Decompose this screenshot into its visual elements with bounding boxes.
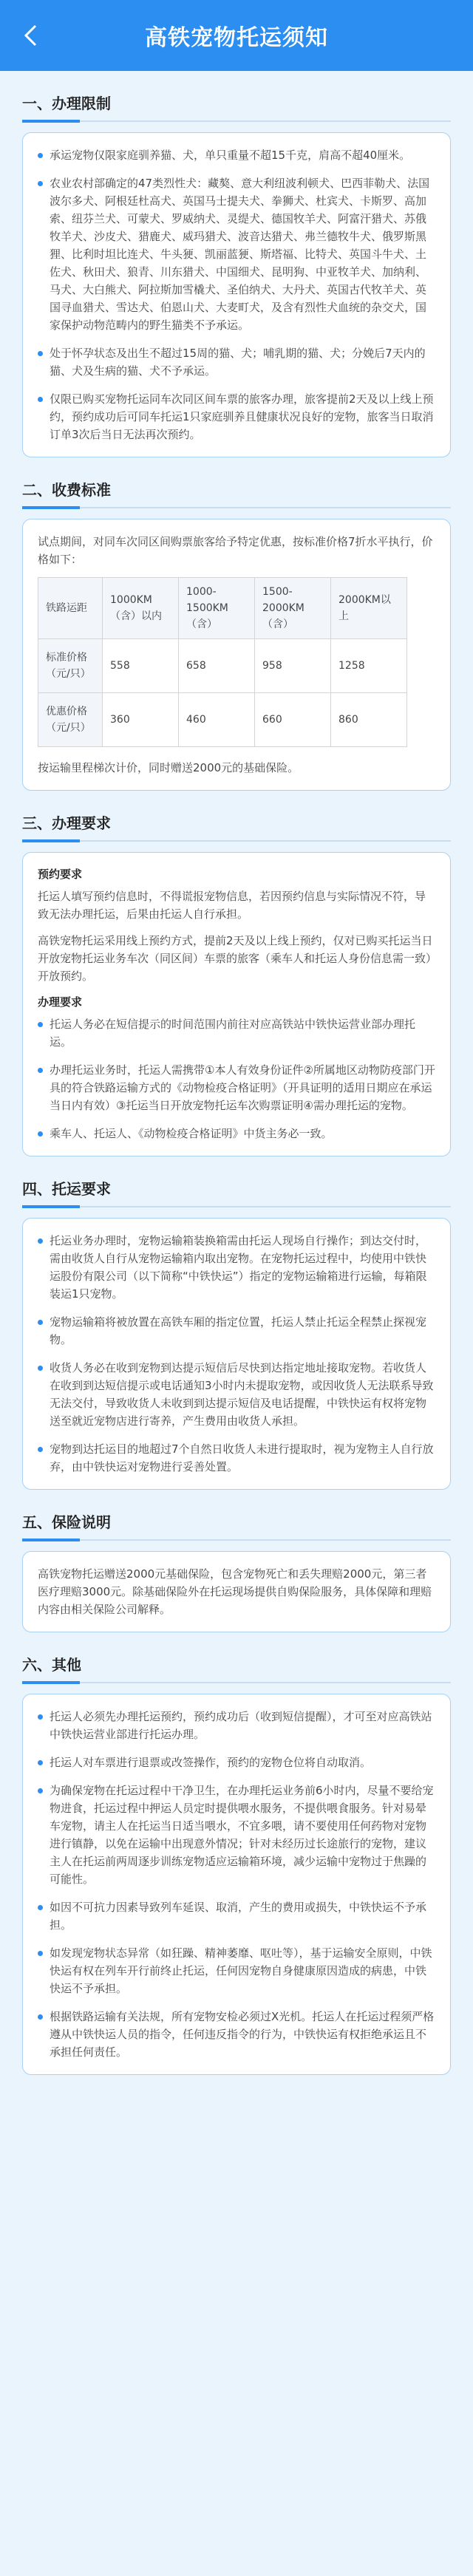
table-corner: 铁路运距: [38, 578, 103, 639]
booking-paragraph: 高铁宠物托运采用线上预约方式，提前2天及以上线上预约，仅对已购买托运当日开放宠物托运业务车次（同区间）车票的旅客（乘车人和托运人身份信息需一致）开放预约。: [38, 934, 433, 983]
insurance-text: 高铁宠物托运赠送2000元基础保险，包含宠物死亡和丢失理赔2000元，第三者医疗理赔3000元。除基础保险外在托运现场提供自购保险服务，具体保障和理赔内容由相关保险公司解释。: [38, 1567, 432, 1616]
section-title: 二、收费标准: [22, 481, 111, 499]
booking-paragraph: 托运人填写预约信息时，不得谎报宠物信息，若因预约信息与实际情况不符，导致无法办理托运，后果由托运人自行承担。: [38, 890, 426, 921]
section-title: 四、托运要求: [22, 1180, 111, 1198]
table-cell: 860: [331, 693, 407, 747]
list-item: 农业农村部确定的47类烈性犬：藏獒、意大利纽波利顿犬、巴西菲勒犬、法国波尔多犬、阿根廷杜高犬、英国马士提夫犬、拳狮犬、杜宾犬、卡斯罗、高加索、纽芬兰犬、可蒙犬、罗威纳犬、灵缇犬、德国牧羊犬、阿富汗猎犬、苏俄牧羊犬、沙皮犬、猎鹿犬、威玛猎犬、波音达猎犬、弗兰德牧牛犬、俄罗斯黑狸、比利时坦比连犬、牛头㹴、凯丽蓝㹴、斯塔福、比特犬、英国斗牛犬、土佐犬、秋田犬、狼青、川东猎犬、中国细犬、昆明狗、中亚牧羊犬、加纳利、马犬、大白熊犬、阿拉斯加雪橇犬、圣伯纳犬、大丹犬、英国古代牧羊犬、英国寻血猎犬、雪达犬、伯恩山犬、大麦町犬，及含有烈性犬血统的杂交犬，国家保护动物范畴内的野生猫类不予承运。: [38, 174, 435, 334]
table-cell: 660: [255, 693, 331, 747]
list-item: 宠物到达托运目的地超过7个自然日收货人未进行提取时，视为宠物主人自行放弃，由中铁快运对宠物进行妥善处置。: [38, 1440, 435, 1476]
table-row: [38, 639, 407, 693]
table-cell: 460: [179, 693, 255, 747]
table-cell: 658: [179, 639, 255, 693]
section-divider: [22, 1539, 451, 1541]
section-header-shipping: [22, 1177, 451, 1207]
table-cell: 558: [103, 639, 179, 693]
list-item: 承运宠物仅限家庭驯养猫、犬，单只重量不超15千克，肩高不超40厘米。: [38, 146, 435, 164]
price-table: [38, 577, 407, 747]
section-header-insurance: [22, 1510, 451, 1541]
table-row-label: 优惠价格（元/只）: [38, 693, 103, 747]
list-item: 办理托运业务时，托运人需携带①本人有效身份证件②所属地区动物防疫部门开具的符合铁路运输方式的《动物检疫合格证明》（开具证明的适用日期应在承运当日内有效）③托运当日开放宠物托运车次购票证明④需办理托运的宠物。: [38, 1061, 435, 1114]
section-title: 五、保险说明: [22, 1513, 111, 1531]
table-cell: 360: [103, 693, 179, 747]
section-header-other: [22, 1653, 451, 1683]
list-item: 托运人务必在短信提示的时间范围内前往对应高铁站中铁快运营业部办理托运。: [38, 1015, 435, 1051]
section-header-requirements: [22, 811, 451, 842]
table-col-header: 1000-1500KM（含）: [179, 578, 255, 639]
list-item: 根据铁路运输有关法规，所有宠物安检必须过X光机。托运人在托运过程须严格遵从中铁快运人员的指令，任何违反指令的行为，中铁快运有权拒绝承运且不承担任何责任。: [38, 2008, 435, 2061]
subheading-handling: 办理要求: [38, 995, 83, 1009]
subheading-booking: 预约要求: [38, 868, 83, 881]
fees-note: 按运输里程梯次计价，同时赠送2000元的基础保险。: [38, 761, 299, 774]
list-item: 如发现宠物状态异常（如狂躁、精神萎靡、呕吐等），基于运输安全原则，中铁快运有权在列车开行前终止托运，任何因宠物自身健康原因造成的病患，中铁快运不予承担。: [38, 1944, 435, 1997]
insurance-card: [22, 1551, 451, 1632]
section-header-fees: [22, 478, 451, 508]
list-item: 托运人对车票进行退票或改签操作，预约的宠物仓位将自动取消。: [38, 1754, 435, 1771]
list-item: 乘车人、托运人、《动物检疫合格证明》中货主务必一致。: [38, 1125, 435, 1142]
section-divider: [22, 1206, 451, 1207]
table-col-header: 2000KM以上: [331, 578, 407, 639]
shipping-card: [22, 1218, 451, 1490]
limits-list: [38, 146, 435, 443]
list-item: 托运业务办理时，宠物运输箱装换箱需由托运人现场自行操作；到达交付时，需由收货人自行从宠物运输箱内取出宠物。在宠物托运过程中，均使用中铁快运股份有限公司（以下简称“中铁快运”）指定的宠物运输箱进行运输，每箱限装运1只宠物。: [38, 1232, 435, 1303]
list-item: 为确保宠物在托运过程中干净卫生，在办理托运业务前6小时内，尽量不要给宠物进食，托运过程中押运人员定时提供喂水服务，不提供喂食服务。针对易晕车宠物，请主人在托运当日适当喂水，不宜多喂，请不要使用任何药物对宠物进行镇静，以免在运输中出现意外情况；针对未经历过长途旅行的宠物，建议主人在托运前两周逐步训练宠物适应运输箱环境，减少运输中宠物过于焦躁的可能性。: [38, 1782, 435, 1888]
shipping-list: [38, 1232, 435, 1476]
limits-card: [22, 132, 451, 457]
list-item: 收货人务必在收到宠物到达提示短信后尽快到达指定地址接取宠物。若收货人在收到到达短信提示或电话通知3小时内未提取宠物，或因收货人无法联系导致无法交付，导致收货人未收到到达提示短信及电话提醒，中铁快运有权将宠物送至就近宠物店进行寄养，产生费用由收货人承担。: [38, 1359, 435, 1430]
table-col-header: 1000KM（含）以内: [103, 578, 179, 639]
table-cell: 1258: [331, 639, 407, 693]
table-row-label: 标准价格（元/只）: [38, 639, 103, 693]
top-bar: [0, 0, 473, 71]
list-item: 处于怀孕状态及出生不超过15周的猫、犬；哺乳期的猫、犬；分娩后7天内的猫、犬及生病的猫、犬不予承运。: [38, 344, 435, 380]
chevron-left-icon: [22, 24, 40, 47]
fees-intro: 试点期间，对同车次同区间购票旅客给予特定优惠，按标准价格7折水平执行，价格如下：: [38, 535, 433, 566]
table-header-row: [38, 578, 407, 639]
other-list: [38, 1708, 435, 2061]
other-card: [22, 1694, 451, 2075]
section-title: 三、办理要求: [22, 814, 111, 832]
page-title: 高铁宠物托运须知: [145, 25, 328, 51]
handling-list: [38, 1015, 435, 1142]
bottom-spacer: [0, 2075, 473, 2097]
section-divider: [22, 120, 451, 122]
section-divider: [22, 840, 451, 842]
section-title: 六、其他: [22, 1656, 81, 1674]
section-title: 一、办理限制: [22, 95, 111, 112]
list-item: 托运人必须先办理托运预约，预约成功后（收到短信提醒），才可至对应高铁站中铁快运营业部进行托运办理。: [38, 1708, 435, 1743]
table-cell: 958: [255, 639, 331, 693]
list-item: 宠物运输箱将被放置在高铁车厢的指定位置，托运人禁止托运全程禁止探视宠物。: [38, 1313, 435, 1349]
back-button[interactable]: [16, 21, 46, 50]
section-divider: [22, 507, 451, 508]
table-row: [38, 693, 407, 747]
table-col-header: 1500-2000KM（含）: [255, 578, 331, 639]
list-item: 如因不可抗力因素导致列车延误、取消，产生的费用或损失，中铁快运不予承担。: [38, 1898, 435, 1934]
list-item: 仅限已购买宠物托运同车次同区间车票的旅客办理，旅客提前2天及以上线上预约，预约成功后可同车托运1只家庭驯养且健康状况良好的宠物，旅客当日取消订单3次后当日无法再次预约。: [38, 390, 435, 443]
section-divider: [22, 1682, 451, 1683]
fees-card: [22, 519, 451, 791]
section-header-limits: [22, 92, 451, 122]
requirements-card: [22, 852, 451, 1156]
